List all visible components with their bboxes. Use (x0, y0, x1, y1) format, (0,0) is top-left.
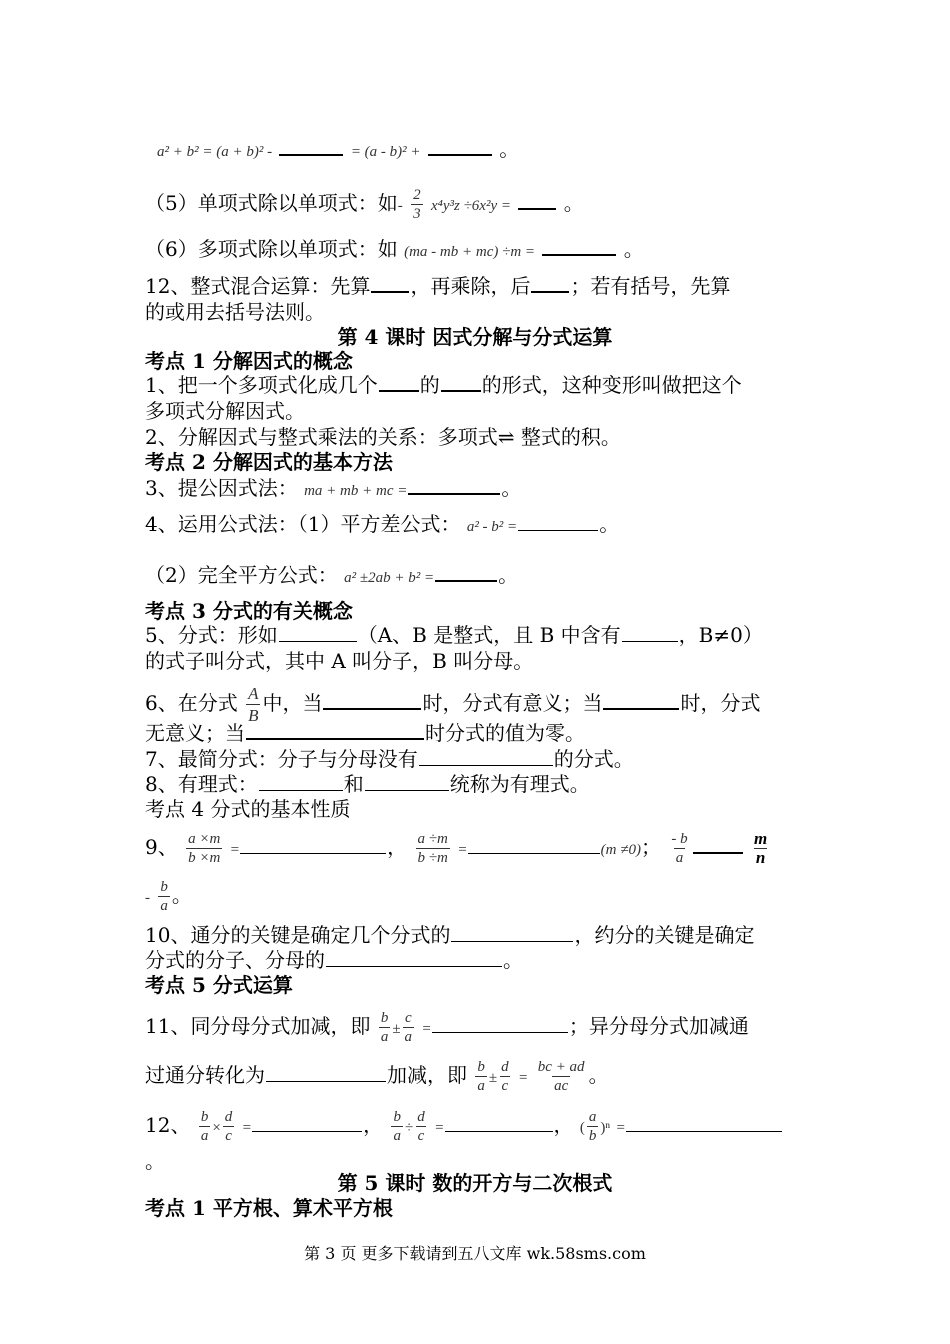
blank (451, 923, 573, 942)
text-line: 的或用去括号法则。 (145, 300, 325, 324)
blank (259, 772, 343, 791)
blank (252, 1113, 362, 1132)
text: ；若有括号，先算 (570, 274, 731, 298)
section-heading: 考点 4 分式的基本性质 (145, 797, 351, 821)
period: 。 (499, 137, 520, 161)
fraction: $\frac{a \times m}{b \times m}$ (188, 831, 221, 866)
item-5 (145, 622, 763, 648)
text: 分式的分子、分母的 (145, 948, 325, 972)
formula-part: = (a - b)² + (350, 144, 421, 160)
section-heading: 考点 5 分式运算 (145, 973, 293, 997)
paren: ( (579, 1120, 585, 1136)
item-12 (145, 1108, 783, 1145)
formula-part: a² + b² = (a + b)² - (157, 144, 273, 160)
text-line: 多项式分解因式。 (145, 399, 305, 423)
comma: ， (553, 1113, 574, 1137)
section-heading: 考点 3 分式的有关概念 (145, 599, 353, 623)
text: 10、通分的关键是确定几个分式的 (145, 923, 451, 947)
formula: a² ±2ab + b² = (344, 570, 435, 586)
text: 7、最简分式：分子与分母没有 (145, 747, 418, 771)
item-11-line-2 (145, 1058, 609, 1095)
text: 3、提公因式法： (145, 476, 298, 500)
equals: = (230, 842, 240, 858)
equals: = (616, 1120, 625, 1136)
section-heading: 考点 1 平方根、算术平方根 (145, 1196, 393, 1220)
fraction: $\frac{d}{c}$ (501, 1059, 509, 1094)
text: 。 (503, 948, 523, 972)
divide: ÷ (404, 1120, 414, 1136)
item-7 (145, 746, 634, 772)
text: 11、同分母分式加减，即 (145, 1014, 371, 1038)
blank (445, 1113, 553, 1132)
line-mixed-operations (145, 273, 730, 299)
text: 加减，即 (387, 1063, 467, 1087)
section-heading: 考点 1 分解因式的概念 (145, 349, 353, 373)
blank (518, 190, 556, 210)
formula: ma + mb + mc = (304, 483, 408, 499)
text: 时分式的值为零。 (425, 721, 585, 745)
blank (435, 562, 497, 582)
text: 的分式。 (553, 747, 634, 771)
blank (428, 136, 492, 156)
blank (379, 372, 419, 392)
blank (266, 1063, 386, 1082)
text: 和 (343, 772, 364, 796)
item-1 (145, 372, 742, 398)
line-monomial-division: （5）单项式除以单项式：如- $\frac{2}{3}$ x⁴y³z ÷6x²y = 。 (145, 187, 584, 222)
item-9 (145, 830, 771, 867)
period: 。 (501, 476, 522, 500)
item-9-line-2 (145, 878, 192, 915)
text: ，再乘除，后 (410, 274, 531, 298)
blank (531, 273, 569, 293)
text: 9、 (145, 835, 178, 859)
text: 4、运用公式法：（1）平方差公式： (145, 512, 461, 536)
blank (441, 372, 481, 392)
semicolon: ； (640, 835, 661, 859)
equals: = (422, 1021, 431, 1037)
item-8 (145, 771, 590, 797)
formula: x⁴y³z ÷6x²y = (430, 198, 511, 214)
text: ；异分母分式加减通 (568, 1014, 749, 1038)
times: × (212, 1120, 221, 1136)
text: 12、 (145, 1113, 191, 1137)
fraction: $\frac{b}{a}$ (160, 879, 168, 914)
fraction: $\frac{b}{a}$ (380, 1010, 389, 1045)
text: 6、在分式 (145, 691, 238, 715)
lesson-4-heading: 第 4 课时 因式分解与分式运算 (337, 325, 613, 349)
blank (323, 690, 421, 710)
plus-minus: ± (488, 1070, 498, 1086)
blank (365, 772, 449, 791)
comma: ， (387, 835, 408, 859)
fraction: $\frac{A}{B}$ (248, 684, 259, 725)
blank (419, 747, 553, 766)
blank (542, 236, 616, 256)
fraction: $\frac{c}{a}$ (404, 1010, 413, 1045)
fraction: $\frac{b}{a}$ (393, 1109, 401, 1144)
blank (622, 623, 678, 642)
fraction: $\frac{a \div m}{b \div m}$ (417, 831, 448, 866)
fraction: $\frac{d}{c}$ (224, 1109, 233, 1144)
period: 。 (599, 512, 620, 536)
fraction: $\frac{2}{3}$ (413, 187, 421, 222)
line-polynomial-division (145, 236, 644, 265)
equals: = (458, 842, 467, 858)
plus-minus: ± (392, 1021, 401, 1037)
item-10 (145, 922, 754, 948)
fraction: $\frac{- b}{a}$ (671, 831, 688, 866)
blank (468, 835, 600, 854)
blank (693, 834, 743, 854)
equals: = (435, 1120, 444, 1136)
item-4 (145, 511, 619, 540)
blank (279, 136, 343, 156)
item-11 (145, 1009, 749, 1046)
blank (518, 512, 598, 531)
text: 12、整式混合运算：先算 (145, 274, 371, 298)
period: 。 (623, 237, 644, 261)
section-heading: 考点 2 分解因式的基本方法 (145, 450, 393, 474)
item-10-line-2 (145, 947, 523, 973)
equals: = (242, 1120, 252, 1136)
text: 中，当 (262, 691, 323, 715)
text: 5、分式：形如 (145, 623, 278, 647)
blank (246, 720, 424, 740)
paren: )ⁿ (600, 1120, 611, 1136)
text: 的 (419, 373, 440, 397)
item-2: 2、分解因式与整式乘法的关系：多项式⇌ 整式的积。 (145, 425, 621, 449)
text: 无意义；当 (145, 721, 245, 745)
text: （A、B 是整式，且 B 中含有 (357, 623, 621, 647)
blank (432, 1014, 568, 1033)
blank (626, 1113, 782, 1132)
text: 的形式，这种变形叫做把这个 (481, 373, 742, 397)
formula: (ma - mb + mc) ÷m = (404, 244, 536, 260)
text: 时，分式 (680, 691, 761, 715)
text: （2）完全平方公式： (145, 563, 338, 587)
fraction: $\frac{bc + ad}{ac}$ (537, 1059, 585, 1094)
equals: = (518, 1070, 528, 1086)
text: 8、有理式： (145, 772, 258, 796)
page-footer: 第 3 页 更多下载请到五八文库 wk.58sms.com (304, 1244, 646, 1263)
blank (279, 623, 357, 642)
period: 。 (171, 883, 192, 907)
lesson-5-heading: 第 5 课时 数的开方与二次根式 (337, 1171, 613, 1195)
fraction: $\frac{a}{b}$ (588, 1109, 597, 1144)
period-line: 。 (145, 1149, 165, 1173)
period: 。 (498, 563, 519, 587)
text: 过通分转化为 (145, 1063, 265, 1087)
blank (603, 690, 679, 710)
item-3 (145, 475, 521, 504)
formula: a² - b² = (466, 519, 518, 535)
blank (408, 475, 500, 495)
fraction: $\frac{m}{n}$ (753, 829, 768, 867)
minus: - (145, 890, 150, 906)
label: （6）多项式除以单项式：如 (145, 237, 398, 261)
condition: (m ≠0) (600, 842, 641, 858)
blank (240, 835, 386, 854)
text: ，B≠0） (678, 623, 763, 647)
period: 。 (588, 1063, 609, 1087)
text: ，约分的关键是确定 (574, 923, 755, 947)
item-6-line-2 (145, 720, 585, 746)
fraction: $\frac{b}{a}$ (477, 1059, 485, 1094)
fraction: $\frac{d}{c}$ (417, 1109, 425, 1144)
blank (326, 948, 502, 967)
text: 1、把一个多项式化成几个 (145, 373, 378, 397)
fraction: $\frac{b}{a}$ (200, 1109, 209, 1144)
text: 时，分式有意义；当 (422, 691, 603, 715)
period: 。 (563, 191, 584, 215)
text: 统称为有理式。 (449, 772, 590, 796)
text-line: 的式子叫分式，其中 A 叫分子，B 叫分母。 (145, 649, 534, 673)
comma: ， (363, 1113, 384, 1137)
label: （5）单项式除以单项式：如 (145, 191, 398, 215)
item-4-2 (145, 562, 518, 591)
formula-line-completing-square (157, 136, 519, 165)
blank (371, 273, 409, 293)
